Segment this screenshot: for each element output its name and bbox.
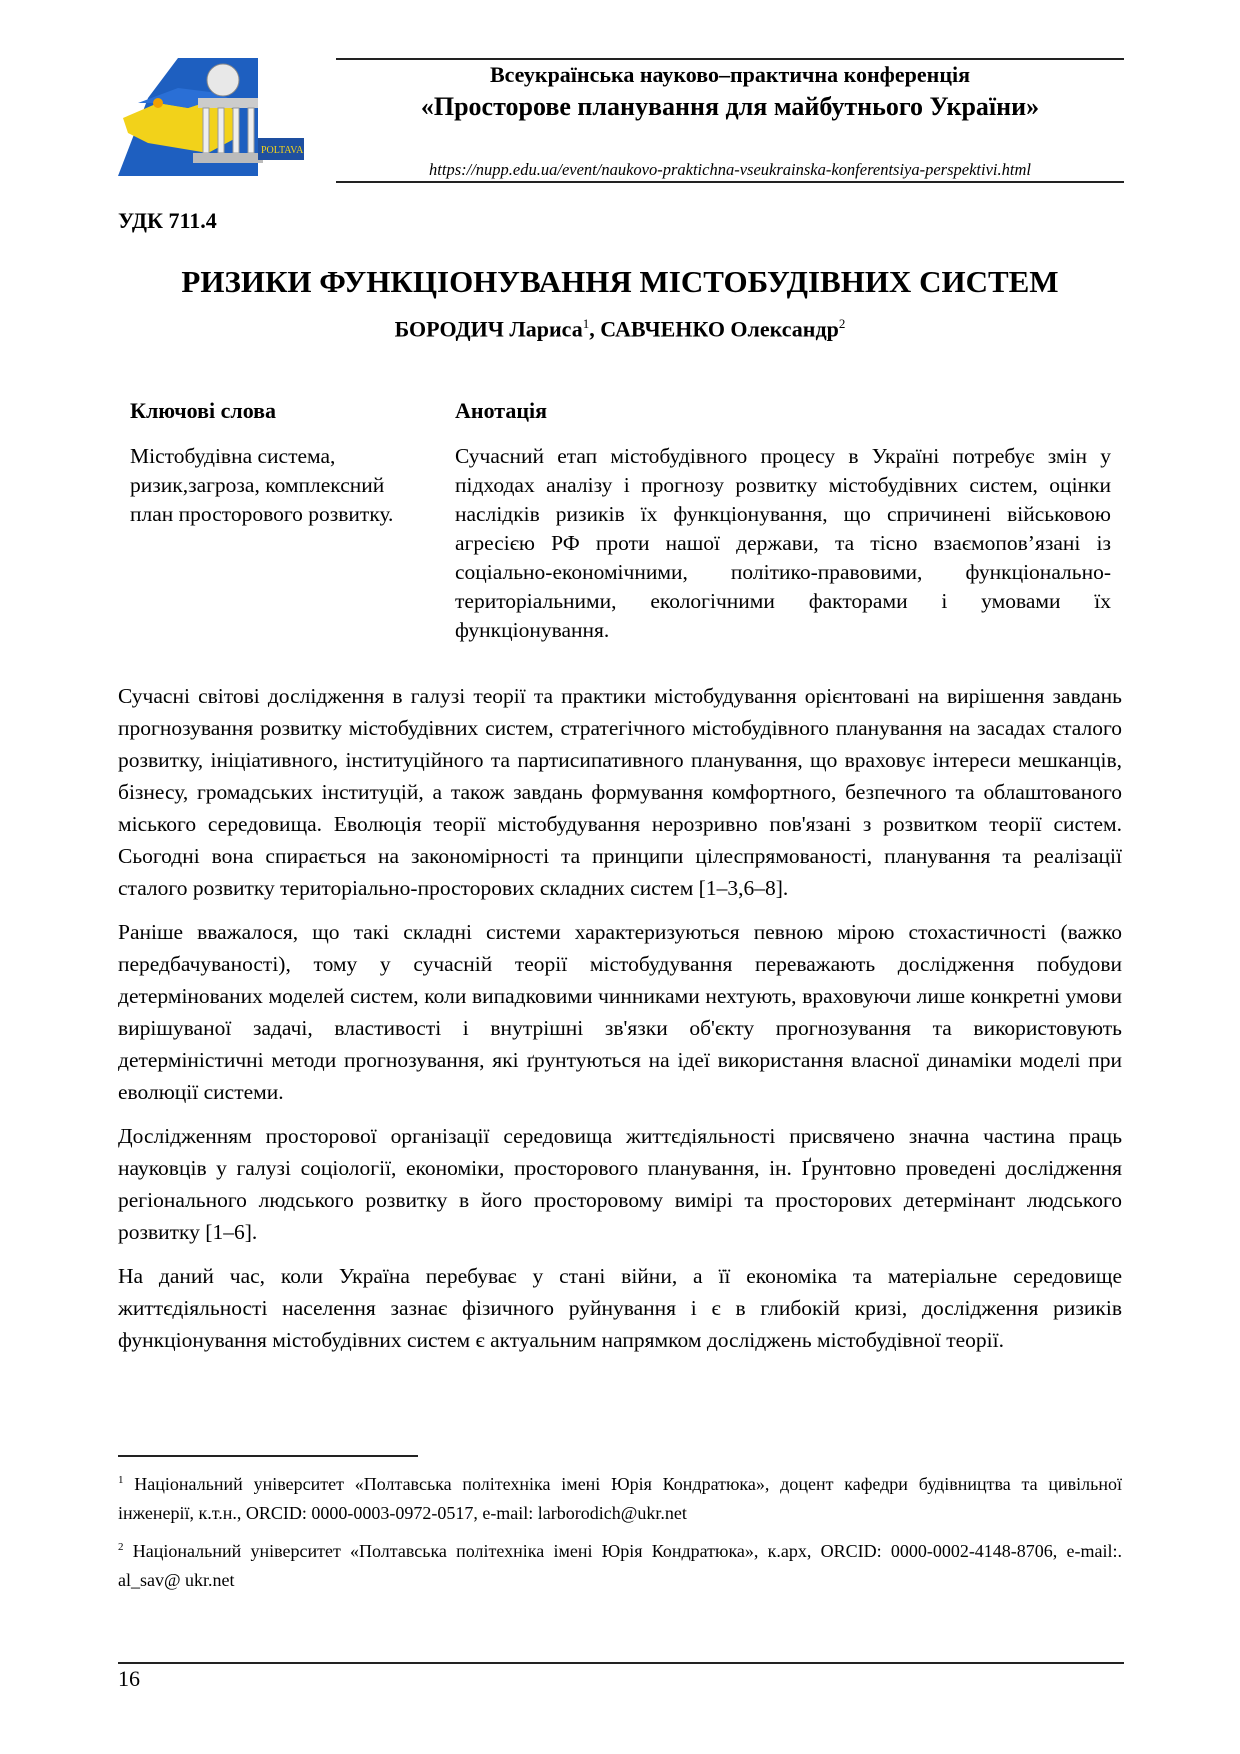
logo-text: POLTAVA — [261, 145, 304, 156]
footnote-number: 1 — [118, 1474, 124, 1486]
keywords-text: Містобудівна система, ризик,загроза, комплексний план просторового розвитку. — [130, 444, 394, 526]
paragraph: Дослідженням просторової організації середовища життєдіяльності присвячено значна частина праць науковців у галузі соціології, економіки, просторового планування, ін. Ґрунтовно проведені дослідження регіонального людського розвитку в його просторовому вимірі та просторових детермінант людського розвитку [1–6]. — [118, 1124, 1122, 1244]
annotation-heading: Анотація — [455, 398, 548, 423]
paragraph: На даний час, коли Україна перебуває у стані війни, а її економіка та матеріальне середовище життєдіяльності населення зазнає фізичного руйнування і є в глибокій кризі, дослідження ризиків функціонування містобудівних систем є актуальним напрямком досліджень містобудівної теорії. — [118, 1264, 1122, 1352]
author-separator: , — [589, 316, 601, 342]
footnote-separator — [118, 1455, 418, 1457]
conference-url[interactable]: https://nupp.edu.ua/event/naukovo-praktichna-vseukrainska-konferentsiya-perspektivi.html — [429, 160, 1031, 179]
paragraph: Сучасні світові дослідження в галузі теорії та практики містобудування орієнтовані на вирішення завдань прогнозування розвитку містобудівних систем, стратегічного містобудівного планування на засадах сталого розвитку, ініціативного, інституційного та партисипативного планування, що враховує інтереси мешканців, бізнесу, громадських інституцій, а також завдань формування комфортного, безпечного та облаштованого міського середовища. Еволюція теорії містобудування нерозривно пов'язані з розвитком теорії систем. Сьогодні вона спирається на закономірності та принципи цілеспрямованості, планування та реалізації сталого розвитку територіально-просторових складних систем [1–3,6–8]. — [118, 684, 1122, 900]
author-1-footnote-ref: 1 — [582, 316, 590, 331]
conference-logo — [118, 58, 304, 176]
authors — [100, 316, 1140, 342]
paper-title: РИЗИКИ ФУНКЦІОНУВАННЯ МІСТОБУДІВНИХ СИСТЕМ — [181, 264, 1059, 299]
annotation-text: Сучасний етап містобудівного процесу в Україні потребує змін у підходах аналізу і прогнозу розвитку містобудівних систем, оцінки наслідків ризиків їх функціонування, що спричинені військовою агресією РФ проти нашої держави, та тісно взаємопов’язані із соціально-економічними, політико-правовими, функціонально-територіальними, екологічними факторами і умовами їх функціонування. — [455, 444, 1111, 642]
body-text — [118, 680, 1122, 1368]
author-2: САВЧЕНКО Олександр — [600, 316, 839, 342]
footer-rule — [118, 1662, 1124, 1664]
udk-code: УДК 711.4 — [118, 208, 217, 233]
footnote-2 — [118, 1533, 1122, 1595]
author-2-footnote-ref: 2 — [838, 316, 846, 331]
footnote-1 — [118, 1466, 1122, 1528]
footnote-number: 2 — [118, 1541, 124, 1553]
footnote-text: Національний університет «Полтавська політехніка імені Юрія Кондратюка», к.арх, ORCID: 0000-0002-4148-8706, e-mail:. al_sav@ ukr.net — [118, 1541, 1123, 1590]
author-1: БОРОДИЧ Лариса — [394, 316, 583, 342]
conference-name: Всеукраїнська науково–практична конференція — [489, 62, 971, 87]
conference-title: «Просторове планування для майбутнього України» — [420, 92, 1040, 121]
page-number: 16 — [118, 1666, 140, 1691]
footnote-text: Національний університет «Полтавська політехніка імені Юрія Кондратюка», доцент кафедри будівництва та цивільної інженерії, к.т.н., ORCID: 0000-0003-0972-0517, e-mail: larborodich@ukr.net — [118, 1474, 1122, 1523]
paragraph: Раніше вважалося, що такі складні системи характеризуються певною мірою стохастичності (важко передбачуваності), тому у сучасній теорії містобудування переважають дослідження побудови детермінованих моделей систем, коли випадковими чинниками нехтують, враховуючи лише конкретні умови вирішуваної задачі, властивості і внутрішні зв'язки об'єкту прогнозування та використовують детерміністичні методи прогнозування, які ґрунтуються на ідеї використання власної динаміки моделі при еволюції системи. — [118, 920, 1122, 1104]
header-top-rule — [336, 58, 1124, 60]
keywords-heading: Ключові слова — [130, 398, 277, 423]
header-bottom-rule — [336, 181, 1124, 183]
